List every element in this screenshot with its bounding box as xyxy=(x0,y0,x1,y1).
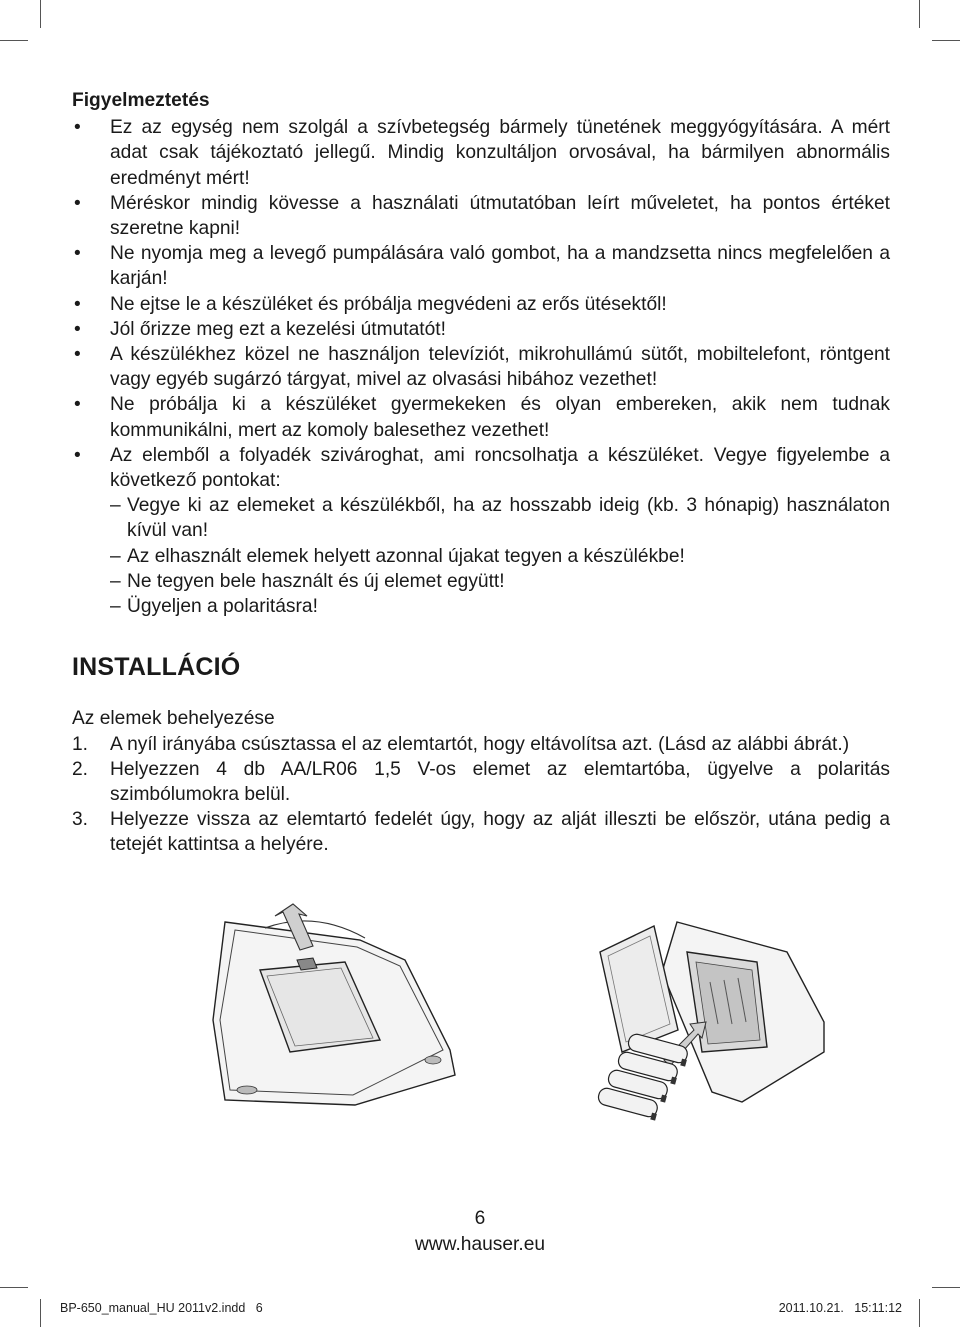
dash-item xyxy=(110,569,890,594)
step-text: A nyíl irányába csúsztassa el az elemtartót, hogy eltávolítsa azt. (Lásd az alábbi ábrát.) xyxy=(110,733,850,755)
list-item: • Méréskor mindig kövesse a használati útmutatóban leírt műveletet, ha pontos értéket szeretne kapni! xyxy=(72,191,890,241)
file-slug: BP-650_manual_HU 2011v2.indd 6 xyxy=(60,1301,263,1315)
crop-mark xyxy=(40,0,41,28)
list-item: • Ez az egység nem szolgál a szívbetegség bármely tünetének meggyógyítására. A mért adat csak tájékoztató jellegű. Mindig konzultáljon orvosával, ha bármilyen abnormális eredményt mért! xyxy=(72,115,890,191)
page-number: 6 xyxy=(474,1208,486,1229)
list-item: • Ne próbálja ki a készüléket gyermekeken és olyan embereken, akik nem tudnak kommunikálni, mert az komoly balesethez vezethet! xyxy=(72,392,890,442)
footer-url: www.hauser.eu xyxy=(414,1234,546,1255)
dash-symbol: – xyxy=(110,495,121,517)
dash-item-text: Ne tegyen bele használt és új elemet együtt! xyxy=(127,570,505,592)
dash-symbol: – xyxy=(110,570,121,592)
crop-mark xyxy=(0,40,28,41)
list-item: • Ne ejtse le a készüléket és próbálja megvédeni az erős ütésektől! xyxy=(72,292,890,317)
dash-item-text: Az elhasznált elemek helyett azonnal újakat tegyen a készülékbe! xyxy=(127,545,685,567)
crop-mark xyxy=(919,0,920,28)
step-number: 1. xyxy=(72,733,89,755)
dash-item-text: Vegye ki az elemeket a készülékből, ha az hosszabb ideig (kb. 3 hónapig) használaton kívül van! xyxy=(127,495,890,542)
dash-item xyxy=(110,594,890,619)
installation-subheading: Az elemek behelyezése xyxy=(72,708,275,730)
dash-symbol: – xyxy=(110,596,121,618)
step-text: Helyezzen 4 db AA/LR06 1,5 V-os elemet az elemtartóba, ügyelve a polaritás szimbólumokra belül. xyxy=(110,758,890,806)
list-item xyxy=(72,443,890,619)
timestamp-slug: 2011.10.21. 15:11:12 xyxy=(778,1301,902,1315)
battery-dash-list xyxy=(110,493,890,619)
crop-mark xyxy=(932,1287,960,1288)
step-number: 3. xyxy=(72,809,89,831)
step-item xyxy=(72,732,890,757)
battery-cover-removal-illustration xyxy=(205,900,465,1110)
crop-mark xyxy=(40,1299,41,1327)
step-text: Helyezze vissza az elemtartó fedelét úgy, hogy az alját illeszti be először, utána pedig a tetejét kattintsa a helyére. xyxy=(110,809,890,856)
step-item xyxy=(72,807,890,857)
list-item: • Ne nyomja meg a levegő pumpálására való gombot, ha a mandzsetta nincs megfelelően a karján! xyxy=(72,241,890,291)
step-item xyxy=(72,757,890,807)
crop-mark xyxy=(0,1287,28,1288)
warning-list xyxy=(72,115,890,619)
dash-item xyxy=(110,544,890,569)
figures xyxy=(0,900,960,1200)
page-content xyxy=(72,88,890,858)
warning-title: Figyelmeztetés xyxy=(72,90,210,111)
battery-insertion-illustration xyxy=(592,912,832,1122)
step-number: 2. xyxy=(72,758,89,780)
dash-item-text: Ügyeljen a polaritásra! xyxy=(127,596,318,618)
list-item: • Jól őrizze meg ezt a kezelési útmutatót! xyxy=(72,317,890,342)
list-item-text: Az elemből a folyadék szivároghat, ami roncsolhatja a készüléket. Vegye figyelembe a következő pontokat: xyxy=(110,444,890,492)
dash-symbol: – xyxy=(110,545,121,567)
crop-mark xyxy=(919,1299,920,1327)
installation-title: INSTALLÁCIÓ xyxy=(72,653,241,682)
installation-steps xyxy=(72,732,890,858)
dash-item xyxy=(110,493,890,543)
list-item: • A készülékhez közel ne használjon televíziót, mikrohullámú sütőt, mobiltelefont, röntgent vagy egyéb sugárzó tárgyat, mivel az olvasási hibához vezethet! xyxy=(72,342,890,392)
crop-mark xyxy=(932,40,960,41)
